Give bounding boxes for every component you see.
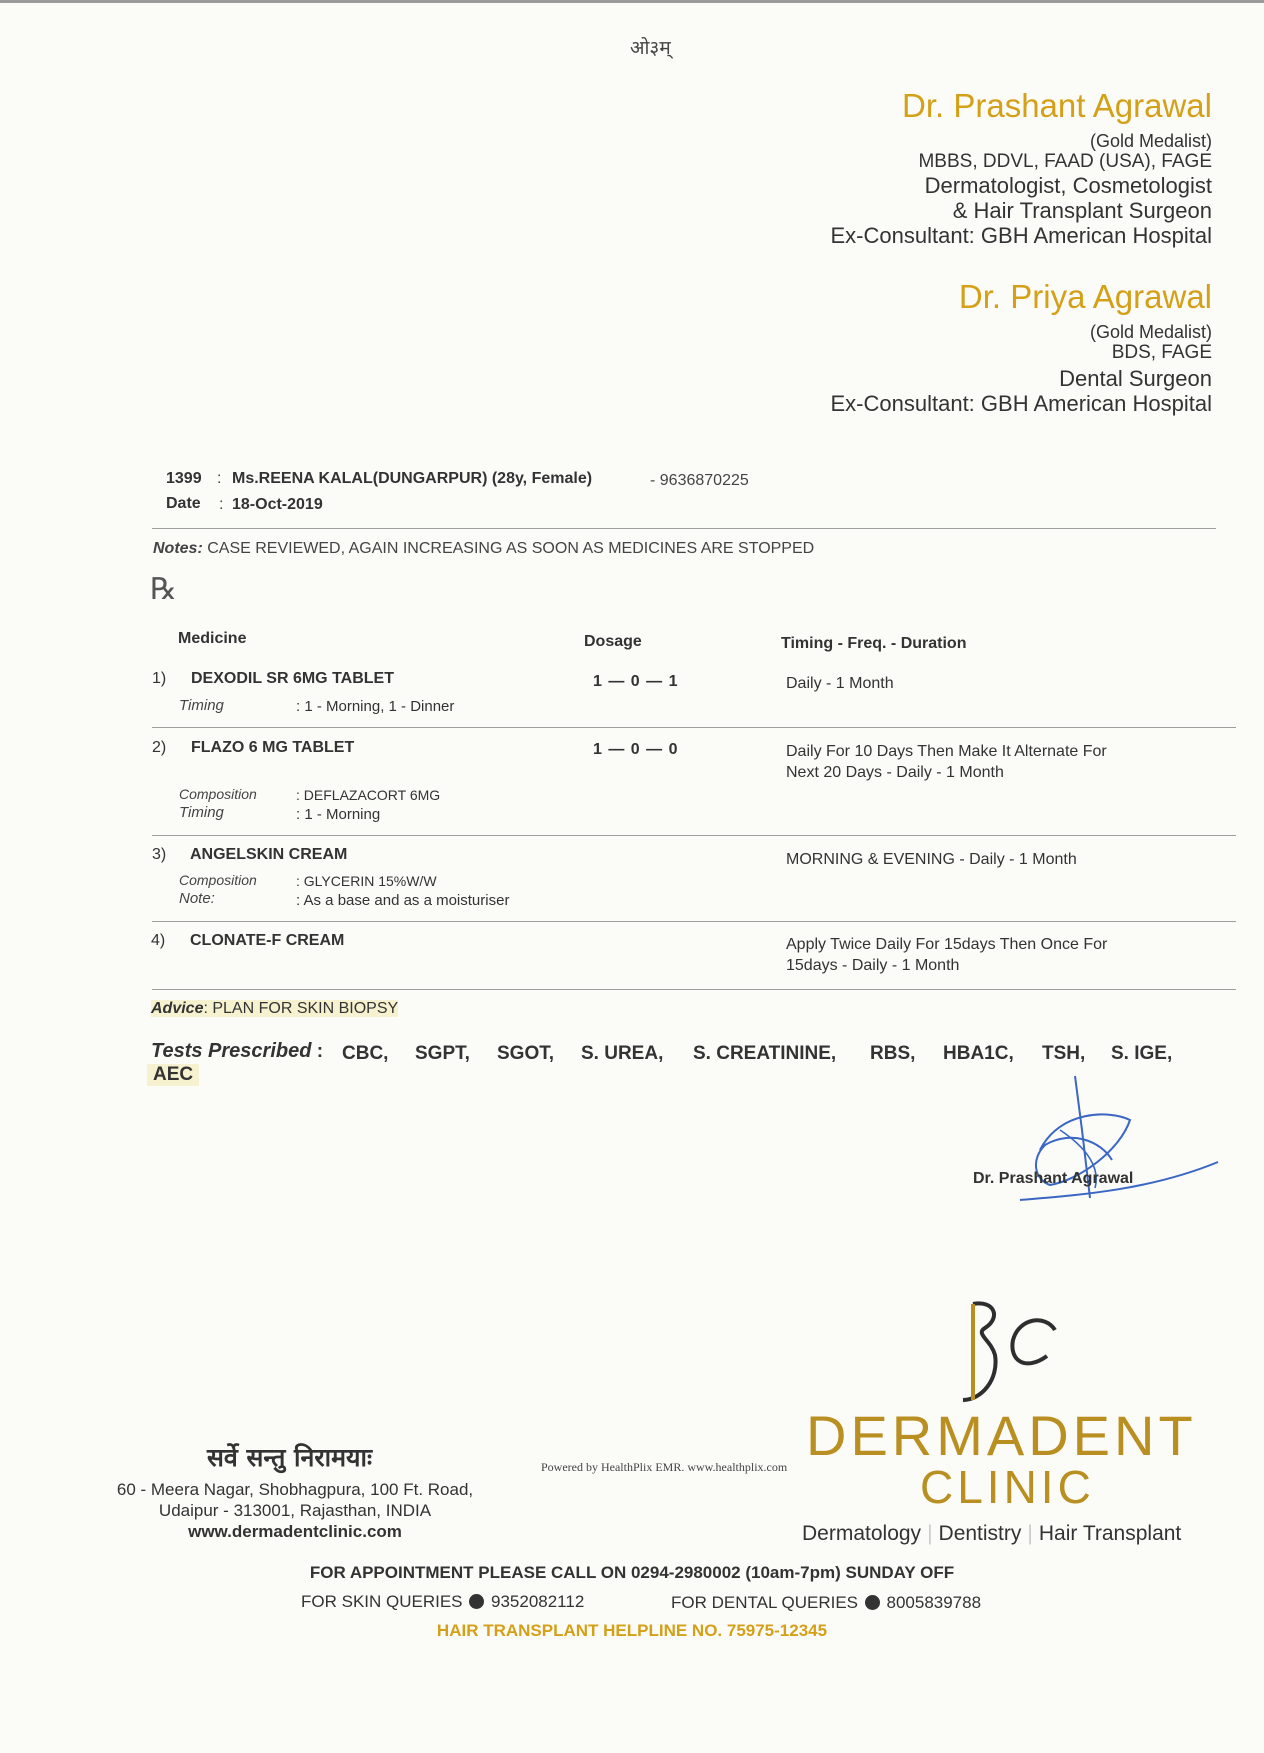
powered-by: Powered by HealthPlix EMR. www.healthplix.com xyxy=(541,1460,788,1474)
doctor-ex: Ex-Consultant: GBH American Hospital xyxy=(830,391,1212,416)
doctor-name: Dr. Priya Agrawal xyxy=(958,278,1212,315)
colon: : xyxy=(219,496,224,513)
advice xyxy=(151,1000,398,1018)
om-symbol: ओ३म् xyxy=(630,37,671,59)
timing-line: Next 20 Days - Daily - 1 Month xyxy=(786,763,1004,781)
test-item: AEC xyxy=(147,1064,199,1086)
advice-label: Advice xyxy=(151,1000,204,1017)
sub-value: : 1 - Morning, 1 - Dinner xyxy=(296,698,455,715)
doctor-name: Dr. Prashant Agrawal xyxy=(902,87,1212,124)
header-timing: Timing - Freq. - Duration xyxy=(781,635,967,652)
row-divider xyxy=(152,989,1236,990)
skin-queries-phone: 9352082112 xyxy=(491,1592,585,1611)
sub-value: : As a base and as a moisturiser xyxy=(296,892,510,909)
address-line: 60 - Meera Nagar, Shobhagpura, 100 Ft. Road, xyxy=(116,1480,474,1499)
doctor-specialty: Dental Surgeon xyxy=(1059,366,1212,392)
row-divider xyxy=(152,727,1236,728)
doctor-degrees: BDS, FAGE xyxy=(1111,342,1212,364)
signature-name: Dr. Prashant Agrawal xyxy=(973,1170,1134,1187)
test-item: S. UREA, xyxy=(581,1043,664,1064)
timing xyxy=(786,935,1186,977)
clinic-logo-icon xyxy=(955,1300,1065,1405)
service-item: Dermatology xyxy=(802,1522,922,1545)
notes-label: Notes: xyxy=(153,540,203,557)
date-label: Date xyxy=(166,495,201,512)
notes xyxy=(153,540,814,558)
sub-label: Composition xyxy=(179,872,257,888)
doctor-medal: (Gold Medalist) xyxy=(1089,130,1212,151)
rx-symbol: ℞ xyxy=(150,572,177,607)
timing: MORNING & EVENING - Daily - 1 Month xyxy=(786,851,1077,868)
timing-line: Daily For 10 Days Then Make It Alternate For xyxy=(786,743,1107,760)
tests-label: Tests Prescribed : xyxy=(151,1040,324,1062)
medicine-name: FLAZO 6 MG TABLET xyxy=(191,739,355,756)
test-item: CBC, xyxy=(342,1043,389,1064)
dosage: 1 — 0 — 1 xyxy=(593,673,679,690)
medicine-name: ANGELSKIN CREAM xyxy=(190,846,348,863)
clinic-services: Dermatology | Dentistry | Hair Transplant xyxy=(802,1522,1182,1545)
clinic-name: DERMADENT xyxy=(806,1404,1197,1467)
whatsapp-icon xyxy=(469,1594,484,1609)
row-number: 1) xyxy=(152,670,167,687)
whatsapp-icon xyxy=(865,1595,880,1610)
doctor-block-1 xyxy=(831,88,1213,248)
doctor-specialty: Dermatologist, Cosmetologist xyxy=(924,173,1212,199)
doctor-ex: Ex-Consultant: GBH American Hospital xyxy=(830,222,1212,248)
row-divider xyxy=(152,835,1236,836)
timing-line: 15days - Daily - 1 Month xyxy=(786,956,960,974)
hair-transplant-helpline: HAIR TRANSPLANT HELPLINE NO. 75975-12345 xyxy=(436,1621,828,1640)
skin-queries-label: FOR SKIN QUERIES xyxy=(301,1592,463,1611)
sub-value: : GLYCERIN 15%W/W xyxy=(296,873,437,889)
address-line: Udaipur - 313001, Rajasthan, INDIA xyxy=(158,1501,432,1520)
dosage: 1 — 0 — 0 xyxy=(593,741,679,758)
sub-label: Composition xyxy=(179,786,257,802)
sub-value: : 1 - Morning xyxy=(296,806,381,823)
timing: Daily - 1 Month xyxy=(786,675,894,692)
patient-name: Ms.REENA KALAL(DUNGARPUR) (28y, Female) xyxy=(232,470,593,487)
patient-id: 1399 xyxy=(166,470,202,487)
appointment-line: FOR APPOINTMENT PLEASE CALL ON 0294-2980002 (10am-7pm) SUNDAY OFF xyxy=(309,1563,955,1582)
test-item: SGOT, xyxy=(497,1043,555,1064)
doctor-block-2 xyxy=(831,279,1213,417)
header-dosage: Dosage xyxy=(584,633,642,650)
motto: सर्वे सन्तु निरामयाः xyxy=(207,1443,373,1472)
sub-label: Timing xyxy=(179,697,224,714)
website-link[interactable]: www.dermadentclinic.com xyxy=(188,1522,402,1541)
skin-queries xyxy=(301,1592,584,1612)
notes-text: CASE REVIEWED, AGAIN INCREASING AS SOON AS MEDICINES ARE STOPPED xyxy=(207,540,815,557)
test-item: TSH, xyxy=(1042,1043,1086,1064)
sub-value: : DEFLAZACORT 6MG xyxy=(296,787,441,803)
medicine-name: CLONATE-F CREAM xyxy=(190,932,345,949)
dental-queries-phone: 8005839788 xyxy=(886,1593,982,1612)
row-divider xyxy=(152,921,1236,922)
prescription-date: 18-Oct-2019 xyxy=(232,496,323,513)
row-number: 4) xyxy=(151,932,166,949)
sub-label: Note: xyxy=(179,890,215,907)
medicine-name: DEXODIL SR 6MG TABLET xyxy=(191,670,394,687)
dental-queries xyxy=(671,1593,981,1613)
test-item: RBS, xyxy=(870,1043,916,1064)
row-number: 2) xyxy=(152,739,167,756)
divider xyxy=(152,528,1216,529)
timing-line: Apply Twice Daily For 15days Then Once For xyxy=(786,936,1108,953)
signature-scribble xyxy=(1000,1070,1230,1220)
top-border xyxy=(0,0,1264,3)
doctor-medal: (Gold Medalist) xyxy=(1089,321,1212,342)
service-item: Hair Transplant xyxy=(1038,1522,1182,1545)
clinic-sub: CLINIC xyxy=(920,1461,1095,1513)
patient-phone: - 9636870225 xyxy=(650,472,749,489)
header-medicine: Medicine xyxy=(178,630,247,647)
service-item: Dentistry xyxy=(938,1522,1022,1545)
advice-text: : PLAN FOR SKIN BIOPSY xyxy=(203,1000,399,1017)
test-item: HBA1C, xyxy=(943,1043,1014,1064)
test-item: S. CREATININE, xyxy=(693,1043,837,1064)
sub-label: Timing xyxy=(179,804,224,821)
doctor-specialty: & Hair Transplant Surgeon xyxy=(952,198,1212,223)
dental-queries-label: FOR DENTAL QUERIES xyxy=(671,1593,859,1612)
colon: : xyxy=(217,470,222,487)
doctor-degrees: MBBS, DDVL, FAAD (USA), FAGE xyxy=(918,151,1212,173)
test-item: S. IGE, xyxy=(1111,1043,1173,1064)
timing xyxy=(786,742,1186,784)
test-item: SGPT, xyxy=(415,1043,470,1064)
row-number: 3) xyxy=(152,846,167,863)
